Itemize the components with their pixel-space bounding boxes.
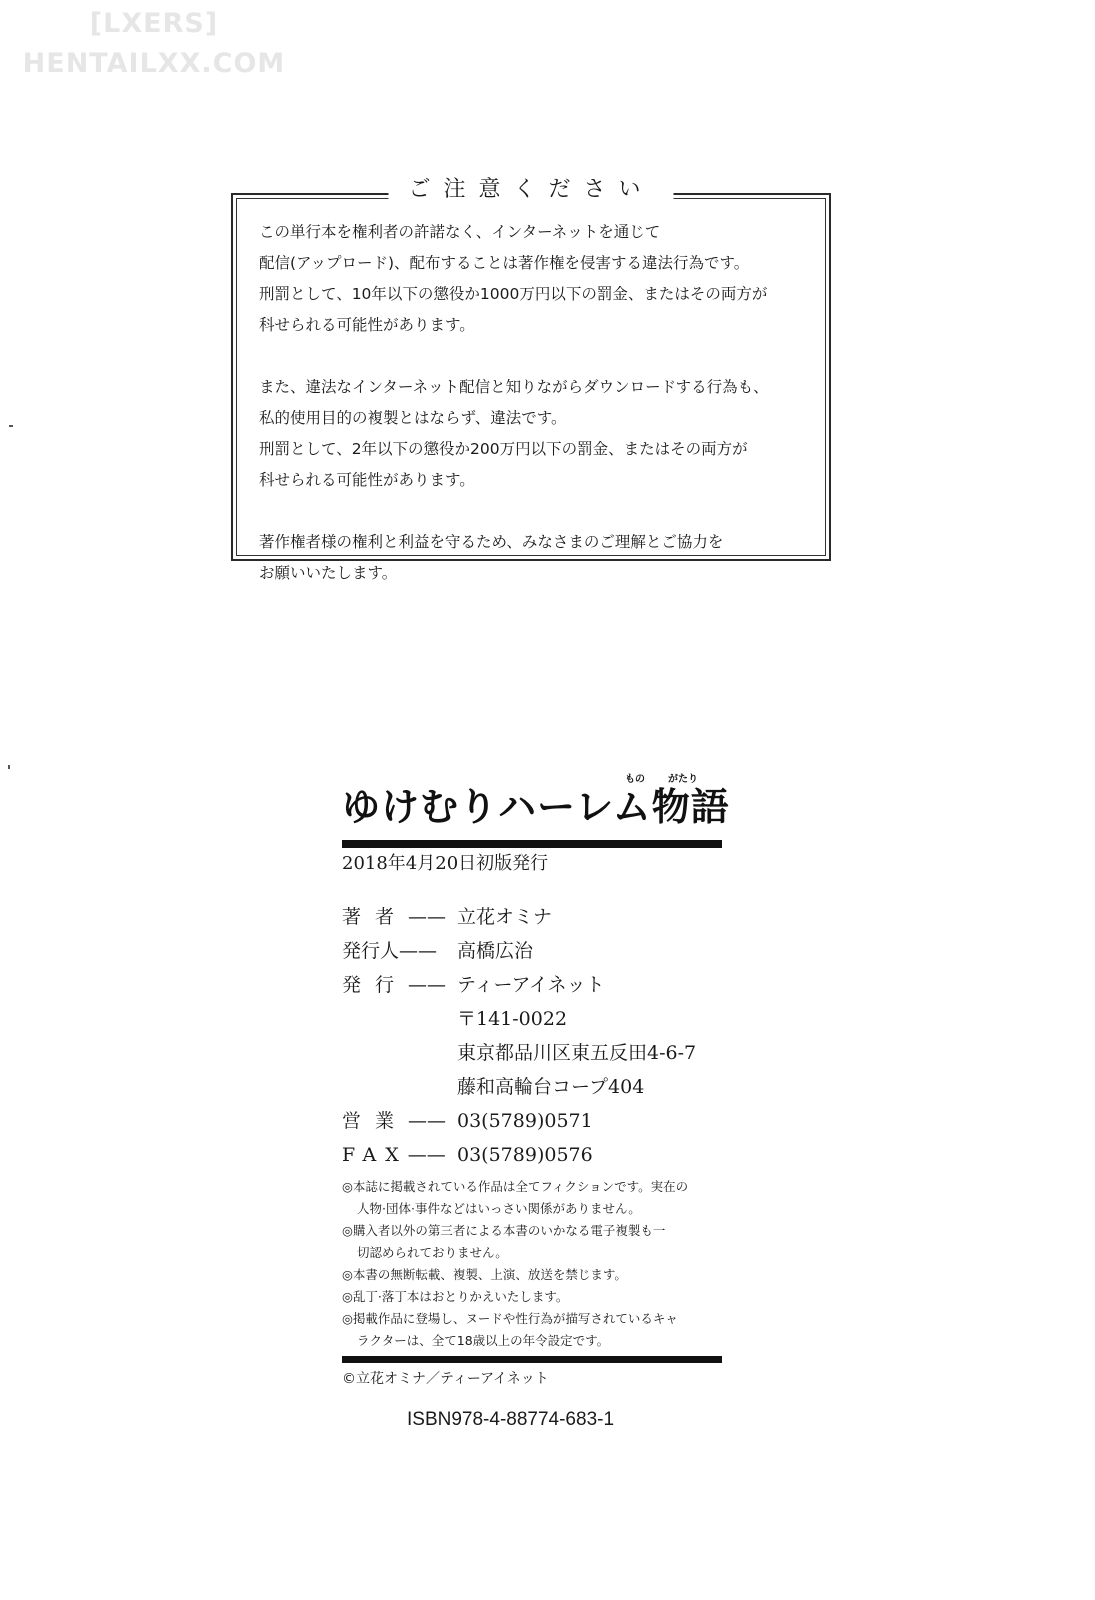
scan-speck xyxy=(8,765,10,769)
bottom-rule xyxy=(342,1356,722,1363)
notice-body xyxy=(259,217,819,589)
notice-line: この単行本を権利者の許諾なく、インターネットを通じて xyxy=(259,223,661,241)
notice-paragraph-request xyxy=(259,527,819,589)
notice-line: また、違法なインターネット配信と知りながらダウンロードする行為も、 xyxy=(259,378,769,396)
notice-line: お願いいたします。 xyxy=(259,564,398,582)
credit-label: 発行人—— xyxy=(342,940,438,962)
notice-title: ご注意ください xyxy=(388,175,673,205)
address-line-1: 東京都品川区東五反田4-6-7 xyxy=(457,1042,697,1064)
note-item: ◎本書の無断転載、複製、上演、放送を禁じます。 xyxy=(342,1267,627,1282)
scan-speck xyxy=(9,425,13,427)
credit-author xyxy=(342,900,722,934)
credit-publisher-person xyxy=(342,934,722,968)
publisher-person-name: 高橋広治 xyxy=(457,940,534,962)
watermark xyxy=(4,4,304,84)
notice-paragraph-upload xyxy=(259,217,819,341)
note-item: ◎乱丁·落丁本はおとりかえいたします。 xyxy=(342,1289,569,1304)
title-rule xyxy=(342,840,722,848)
copyright-notice-box xyxy=(231,177,831,582)
notice-paragraph-download xyxy=(259,372,819,496)
address-line-2: 藤和高輪台コープ404 xyxy=(457,1076,645,1098)
note-item: ◎掲載作品に登場し、ヌードや性行為が描写されているキャ ラクターは、全て18歳以上の年令設定です。 xyxy=(342,1311,678,1348)
notice-line: 私的使用目的の複製とはならず、違法です。 xyxy=(259,409,567,427)
sales-phone: 03(5789)0571 xyxy=(457,1110,593,1132)
notice-line: 科せられる可能性があります。 xyxy=(259,316,475,334)
ruby-mono: もの xyxy=(625,774,645,785)
legal-notes xyxy=(342,1176,722,1352)
credit-publisher xyxy=(342,968,722,1002)
author-name: 立花オミナ xyxy=(457,906,553,928)
credit-label: 発行—— xyxy=(342,974,447,996)
notice-line: 著作権者様の権利と利益を守るため、みなさまのご理解とご協力を xyxy=(259,533,724,551)
copyright-line: ©立花オミナ／ティーアイネット xyxy=(342,1371,549,1387)
fax-number: 03(5789)0576 xyxy=(457,1144,593,1166)
notice-line: 科せられる可能性があります。 xyxy=(259,471,475,489)
notice-line: 配信(アップロード)、配布することは著作権を侵害する違法行為です。 xyxy=(259,254,750,272)
notice-line: 刑罰として、2年以下の懲役か200万円以下の罰金、またはその両方が xyxy=(259,440,748,458)
note-item: ◎購入者以外の第三者による本書のいかなる電子複製も一 切認められておりません。 xyxy=(342,1223,666,1260)
ruby-gatari: がたり xyxy=(668,774,698,785)
credit-fax xyxy=(342,1138,722,1172)
watermark-line-1: [LXERS] xyxy=(89,8,219,39)
colophon xyxy=(342,774,730,1435)
notice-line: 刑罰として、10年以下の懲役か1000万円以下の罰金、またはその両方が xyxy=(259,285,768,303)
book-title: ゆけむりハーレム物語 xyxy=(342,784,730,829)
watermark-line-2: HENTAILXX.COM xyxy=(22,48,286,79)
credit-label: 営業—— xyxy=(342,1110,447,1132)
book-title-block xyxy=(342,774,730,832)
publication-date: 2018年4月20日初版発行 xyxy=(342,853,549,874)
credit-label: FAX—— xyxy=(342,1144,446,1166)
credit-sales xyxy=(342,1104,722,1138)
note-item: ◎本誌に掲載されている作品は全てフィクションです。実在の 人物·団体·事件などはいっさい関係がありません。 xyxy=(342,1179,689,1216)
postal-code: 〒141-0022 xyxy=(457,1008,568,1030)
credits xyxy=(342,900,722,1172)
isbn: ISBN978-4-88774-683-1 xyxy=(407,1409,615,1430)
credit-label: 著者—— xyxy=(342,906,447,928)
publisher-name: ティーアイネット xyxy=(457,974,605,996)
